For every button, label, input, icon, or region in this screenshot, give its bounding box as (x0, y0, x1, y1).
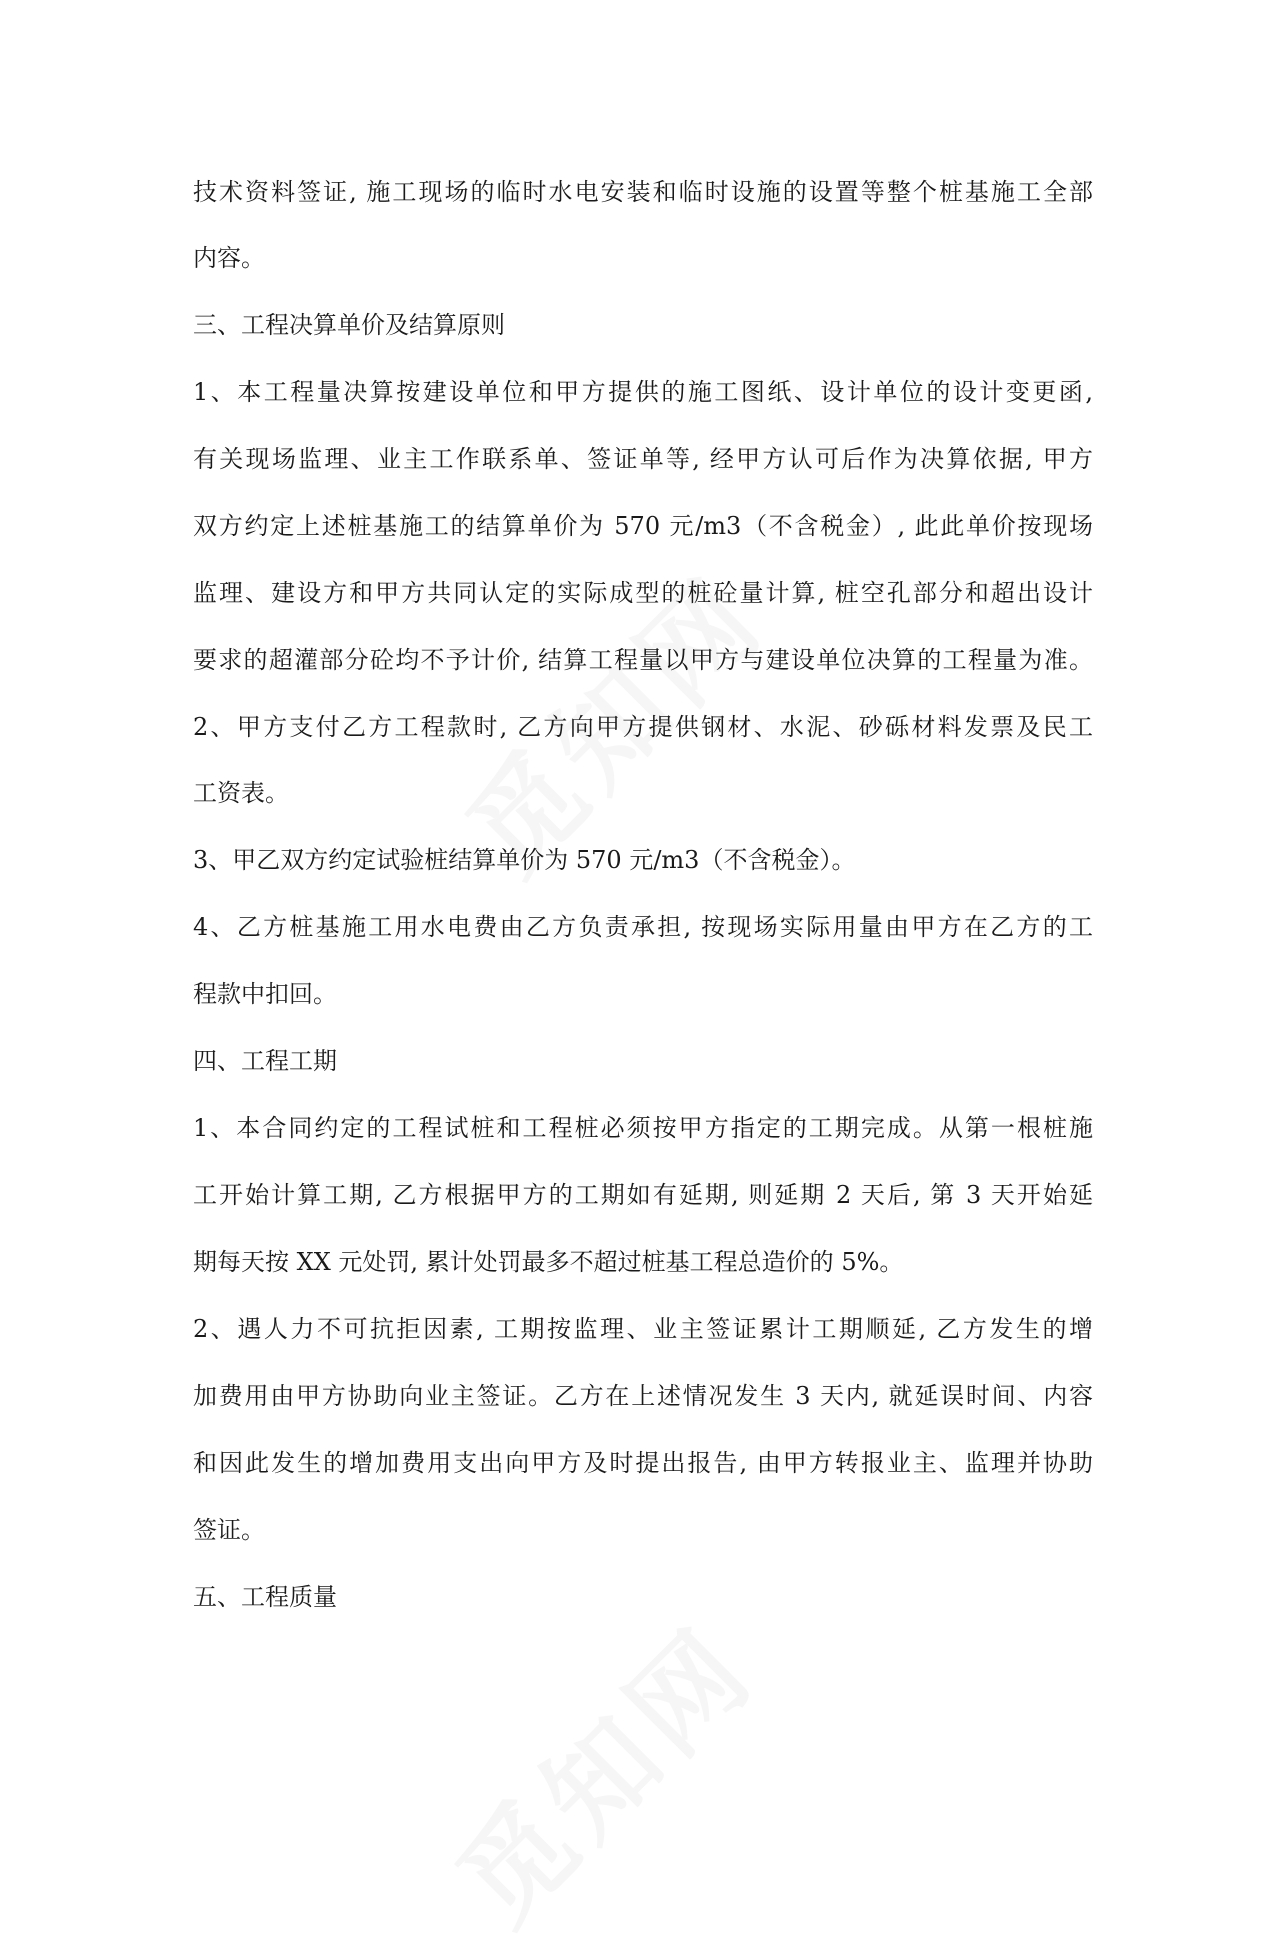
body-line: 加费用由甲方协助向业主签证。乙方在上述情况发生 3 天内, 就延误时间、内容 (193, 1382, 1093, 1410)
body-line: 2、甲方支付乙方工程款时, 乙方向甲方提供钢材、水泥、砂砾材料发票及民工 (193, 713, 1093, 741)
body-line: 工资表。 (193, 779, 289, 807)
watermark (417, 1586, 783, 1952)
body-line: 4、乙方桩基施工用水电费由乙方负责承担, 按现场实际用量由甲方在乙方的工 (193, 913, 1093, 941)
section-heading: 四、工程工期 (193, 1047, 337, 1075)
body-line: 1、本合同约定的工程试桩和工程桩必须按甲方指定的工期完成。从第一根桩施 (193, 1114, 1093, 1142)
section-heading: 五、工程质量 (193, 1583, 337, 1611)
body-line: 双方约定上述桩基施工的结算单价为 570 元/m3（不含税金）, 此此单价按现场 (193, 512, 1093, 540)
section-heading: 三、工程决算单价及结算原则 (193, 311, 505, 339)
body-line: 有关现场监理、业主工作联系单、签证单等, 经甲方认可后作为决算依据, 甲方 (193, 445, 1093, 473)
body-line: 要求的超灌部分砼均不予计价, 结算工程量以甲方与建设单位决算的工程量为准。 (193, 646, 1093, 674)
body-line: 监理、建设方和甲方共同认定的实际成型的桩砼量计算, 桩空孔部分和超出设计 (193, 579, 1093, 607)
body-line: 和因此发生的增加费用支出向甲方及时提出报告, 由甲方转报业主、监理并协助 (193, 1449, 1093, 1477)
body-line: 内容。 (193, 244, 265, 272)
body-line: 期每天按 XX 元处罚, 累计处罚最多不超过桩基工程总造价的 5%。 (193, 1248, 904, 1276)
body-line: 1、本工程量决算按建设单位和甲方提供的施工图纸、设计单位的设计变更函, (193, 378, 1093, 406)
body-line: 签证。 (193, 1516, 265, 1544)
body-line: 3、甲乙双方约定试验桩结算单价为 570 元/m3（不含税金）。 (193, 846, 856, 874)
body-line: 工开始计算工期, 乙方根据甲方的工期如有延期, 则延期 2 天后, 第 3 天开始延 (193, 1181, 1093, 1209)
body-line: 技术资料签证, 施工现场的临时水电安装和临时设施的设置等整个桩基施工全部 (193, 178, 1093, 206)
body-line: 程款中扣回。 (193, 980, 337, 1008)
body-line: 2、遇人力不可抗拒因素, 工期按监理、业主签证累计工期顺延, 乙方发生的增 (193, 1315, 1093, 1343)
